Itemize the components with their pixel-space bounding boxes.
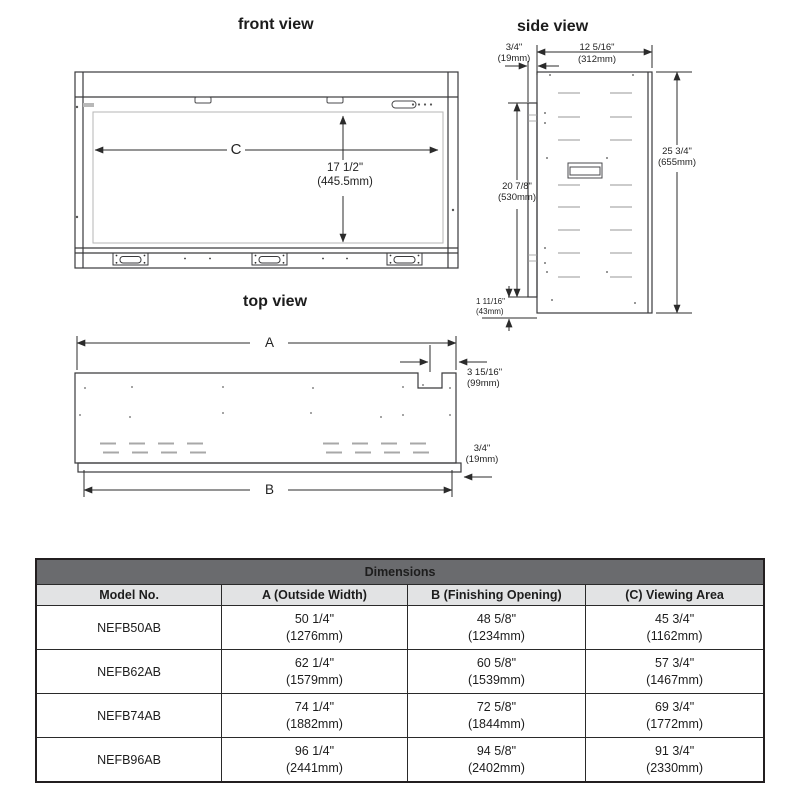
table-row	[36, 606, 764, 650]
front-height-mm: (445.5mm)	[317, 176, 373, 188]
value-in: 96 1/4"	[294, 743, 335, 758]
flange-dimension	[505, 61, 559, 102]
model-cell: NEFB74AB	[36, 694, 222, 738]
notch-mm: (99mm)	[467, 378, 500, 389]
value-mm: (1162mm)	[646, 628, 703, 643]
mounting-brackets	[113, 253, 422, 265]
value-in: 50 1/4"	[294, 611, 335, 626]
side-bottom-inches: 1 11/16"	[476, 297, 505, 306]
value-mm: (1539mm)	[467, 672, 525, 687]
side-flange-inches: 3/4"	[505, 42, 523, 53]
side-louvers	[558, 93, 632, 277]
value-in: 69 3/4"	[654, 699, 695, 714]
table-title: Dimensions	[36, 559, 764, 585]
value-in: 48 5/8"	[476, 611, 517, 626]
model-cell: NEFB96AB	[36, 738, 222, 783]
frame-screws	[76, 106, 454, 218]
table-row	[36, 738, 764, 783]
side-view-title: side view	[517, 18, 589, 35]
b-cell	[407, 738, 585, 783]
value-in: 94 5/8"	[476, 743, 517, 758]
table-row	[36, 650, 764, 694]
rail-tab	[195, 97, 211, 103]
column-header-a: A (Outside Width)	[222, 585, 408, 606]
dimensions-table	[35, 558, 765, 783]
top-flange-mm: (19mm)	[465, 454, 499, 465]
side-depth-mm: (312mm)	[577, 53, 616, 65]
a-cell	[222, 606, 408, 650]
value-mm: (2330mm)	[646, 760, 704, 775]
table-row	[36, 694, 764, 738]
top-front-flange	[78, 463, 461, 472]
value-mm: (1772mm)	[646, 716, 704, 731]
side-opening-mm: (530mm)	[497, 192, 536, 203]
side-depth-inches: 12 5/16"	[579, 42, 615, 53]
value-mm: (1276mm)	[285, 628, 343, 643]
side-flange-dimension-label	[492, 42, 536, 64]
table-title-row	[36, 559, 764, 585]
a-cell	[222, 650, 408, 694]
control-panel-buttons	[412, 103, 432, 105]
front-top-rail-details	[195, 97, 416, 108]
value-in: 91 3/4"	[654, 743, 695, 758]
side-opening-inches: 20 7/8"	[502, 181, 532, 192]
c-cell	[586, 606, 764, 650]
b-cell	[407, 694, 585, 738]
c-dimension-label: C	[230, 141, 242, 158]
top-flange-dimension-label	[463, 443, 501, 465]
top-view-title: top view	[243, 293, 308, 310]
value-mm: (1882mm)	[285, 716, 343, 731]
front-viewing-area	[93, 112, 443, 243]
value-mm: (1467mm)	[646, 672, 704, 687]
side-screws	[544, 74, 636, 304]
value-mm: (2402mm)	[467, 760, 525, 775]
c-cell	[586, 694, 764, 738]
value-in: 60 5/8"	[476, 655, 517, 670]
c-cell	[586, 738, 764, 783]
value-mm: (1844mm)	[467, 716, 525, 731]
model-cell: NEFB62AB	[36, 650, 222, 694]
rail-tab	[327, 97, 343, 103]
notch-dimension-label	[467, 367, 502, 389]
b-dimension-label: B	[264, 482, 274, 497]
side-opening-height-label	[486, 181, 548, 203]
junction-box	[568, 163, 602, 178]
model-cell: NEFB50AB	[36, 606, 222, 650]
value-mm: (1234mm)	[467, 628, 525, 643]
napoleon-logo	[83, 103, 94, 107]
value-mm: (1579mm)	[285, 672, 343, 687]
top-flange-inches: 3/4"	[473, 443, 491, 454]
value-in: 74 1/4"	[294, 699, 335, 714]
side-bottom-offset-label	[476, 297, 505, 316]
value-mm: (2441mm)	[285, 760, 343, 775]
side-bottom-mm: (43mm)	[476, 306, 504, 316]
top-screws	[79, 384, 451, 418]
top-louver-slots	[100, 444, 429, 453]
notch-inches: 3 15/16"	[467, 367, 503, 378]
value-in: 57 3/4"	[654, 655, 695, 670]
bracket-screws	[116, 255, 420, 264]
c-cell	[586, 650, 764, 694]
value-in: 45 3/4"	[654, 611, 695, 626]
b-cell	[407, 650, 585, 694]
top-view-drawing	[60, 330, 530, 510]
side-total-mm: (655mm)	[657, 157, 696, 168]
side-flange-mm: (19mm)	[497, 53, 531, 64]
value-in: 62 1/4"	[294, 655, 335, 670]
column-header-model: Model No.	[36, 585, 222, 606]
front-height-dimension	[303, 161, 387, 189]
table-header-row	[36, 585, 764, 606]
value-in: 72 5/8"	[476, 699, 517, 714]
front-height-inches: 17 1/2"	[326, 162, 364, 174]
total-height-dimension	[656, 72, 692, 313]
a-dimension-label: A	[264, 335, 274, 350]
column-header-b: B (Finishing Opening)	[407, 585, 585, 606]
front-view-title: front view	[238, 16, 314, 33]
side-total-inches: 25 3/4"	[662, 146, 692, 157]
a-cell	[222, 738, 408, 783]
side-total-height-label	[645, 146, 709, 168]
column-header-c: (C) Viewing Area	[586, 585, 764, 606]
front-view-drawing	[60, 60, 480, 275]
a-cell	[222, 694, 408, 738]
b-cell	[407, 606, 585, 650]
